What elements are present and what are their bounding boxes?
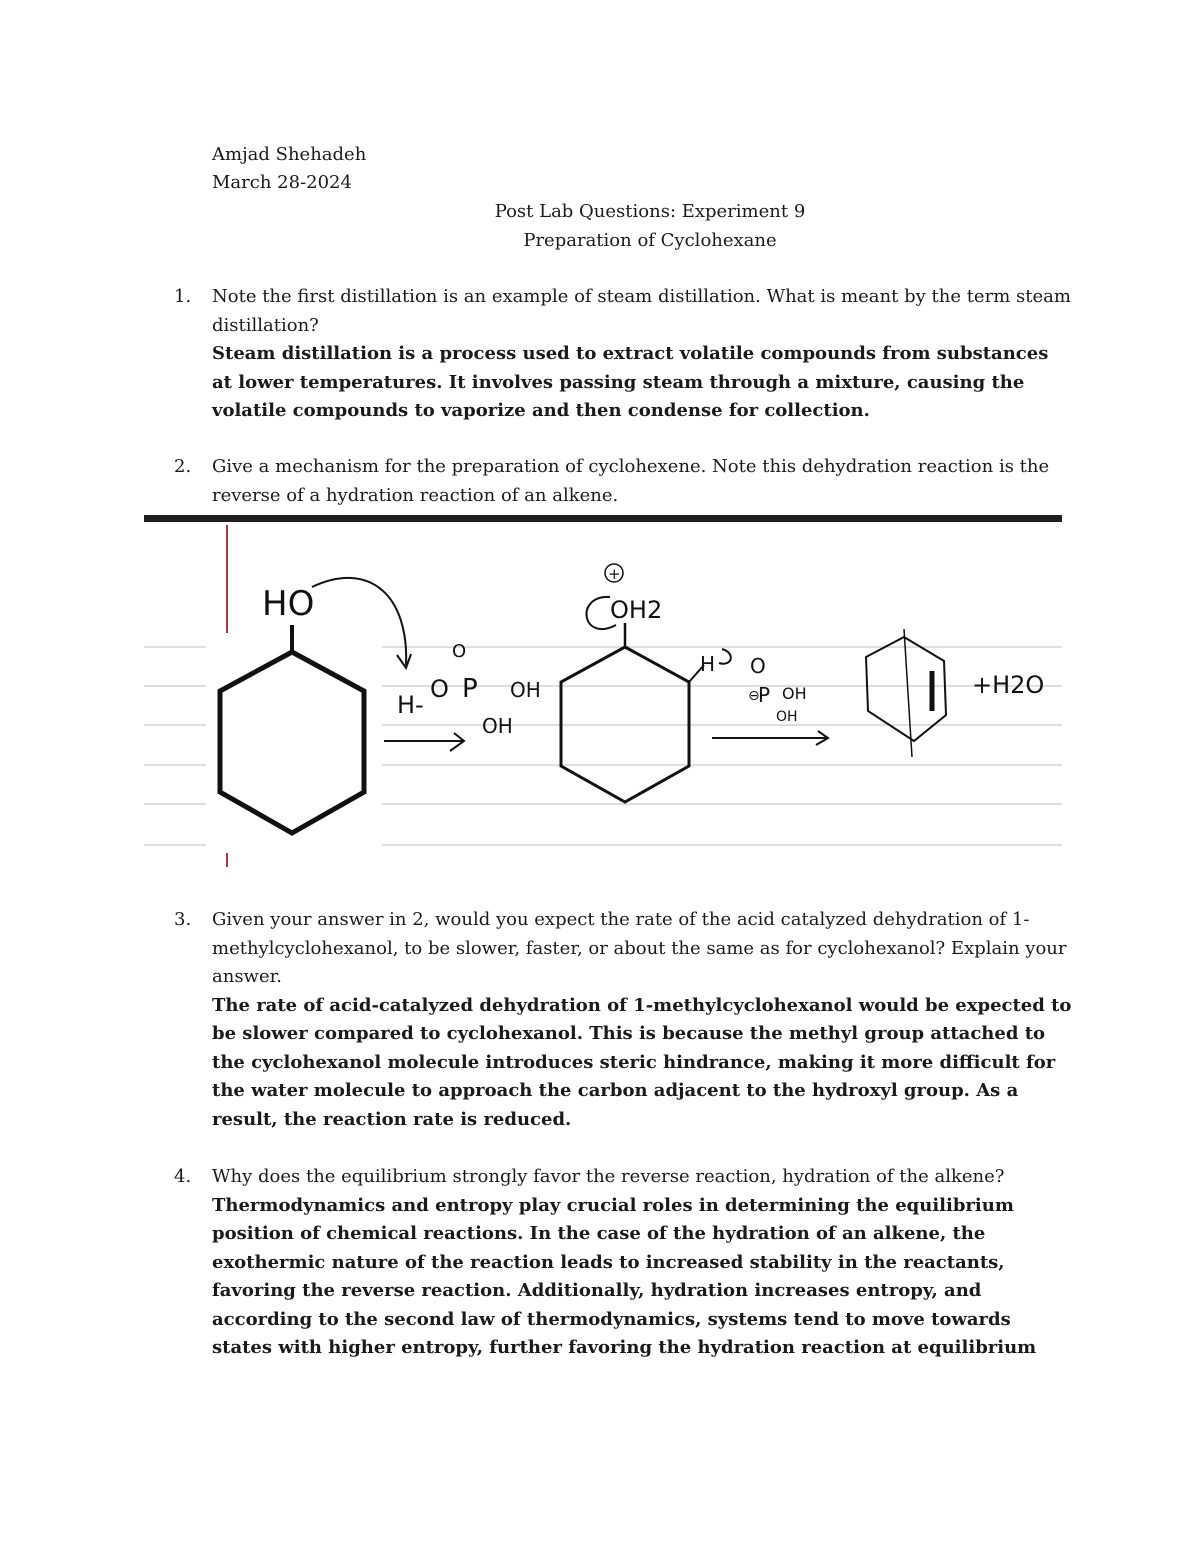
document-subtitle: Preparation of Cyclohexane xyxy=(523,230,777,251)
question-3 xyxy=(212,906,1072,1134)
base-charge: ⊖ xyxy=(748,688,760,704)
question-number: 3. xyxy=(174,909,192,930)
question-4 xyxy=(212,1163,1072,1363)
author-name: Amjad Shehadeh xyxy=(212,144,367,165)
answer-text: Steam distillation is a process used to extract volatile compounds from substances at lower temperatures. It involves passing steam through a mixture, causing the volatile compounds to vaporize and then condense for collection. xyxy=(212,343,1049,421)
base-double-oxygen: O xyxy=(750,654,766,678)
acid-double-oxygen: O xyxy=(452,641,467,662)
acid-hydroxyl: OH xyxy=(482,714,513,738)
question-number: 1. xyxy=(174,286,192,307)
acid-oxygen: O xyxy=(430,675,449,703)
notebook-lines xyxy=(144,647,1062,845)
question-text: Give a mechanism for the preparation of cyclohexene. Note this dehydration reaction is the reverse of a hydration reaction of an alkene. xyxy=(212,456,1050,506)
base-phosphorus: P xyxy=(758,683,771,707)
document-title: Post Lab Questions: Experiment 9 xyxy=(494,201,806,222)
figure-top-border xyxy=(144,515,1062,522)
question-text: Note the first distillation is an example of steam distillation. What is meant by the term steam distillation? xyxy=(212,286,1071,336)
hydrogen-label: H xyxy=(700,652,716,676)
water-product: +H2O xyxy=(972,671,1045,699)
curved-arrow xyxy=(312,578,406,665)
acid-phosphorus: P xyxy=(462,674,478,704)
base-hydroxyl: OH xyxy=(776,709,798,725)
cyclohexane-ring xyxy=(220,652,364,833)
question-text: Why does the equilibrium strongly favor the reverse reaction, hydration of the alkene? xyxy=(212,1166,1005,1187)
mechanism-drawing xyxy=(144,515,1062,875)
hydroxyl-label: HO xyxy=(262,584,315,624)
answer-text: The rate of acid-catalyzed dehydration of 1-methylcyclohexanol would be expected to be slower compared to cyclohexanol. This is because the methyl group attached to the cyclohexanol molecule introduces steric hindrance, making it more difficult for the water molecule to approach the carbon adjacent to the hydroxyl group. As a result, the reaction rate is reduced. xyxy=(212,994,1072,1130)
arrowhead xyxy=(397,654,411,668)
positive-charge: + xyxy=(608,565,621,583)
curved-arrow xyxy=(719,649,731,664)
date: March 28-2024 xyxy=(212,172,352,193)
acid-hydroxyl: OH xyxy=(510,678,541,702)
base-hydroxyl: OH xyxy=(782,684,807,703)
answer-text: Thermodynamics and entropy play crucial roles in determining the equilibrium position of chemical reactions. In the case of the hydration of an alkene, the exothermic nature of the reaction leads to increased stability in the reactants, favoring the reverse reaction. Additionally, hydration increases entropy, and according to the second law of thermodynamics, systems tend to move towards states with higher entropy, further favoring the hydration reaction at equilibrium xyxy=(212,1194,1037,1358)
question-number: 4. xyxy=(174,1166,192,1187)
acid-hydrogen: H- xyxy=(397,691,424,719)
oxonium-label: OH2 xyxy=(610,596,663,624)
question-1 xyxy=(212,283,1072,426)
question-text: Given your answer in 2, would you expect the rate of the acid catalyzed dehydration of 1-methylcyclohexanol, to be slower, faster, or about the same as for cyclohexanol? Explain your answer. xyxy=(212,909,1067,987)
question-number: 2. xyxy=(174,456,192,477)
question-2 xyxy=(212,453,1072,510)
